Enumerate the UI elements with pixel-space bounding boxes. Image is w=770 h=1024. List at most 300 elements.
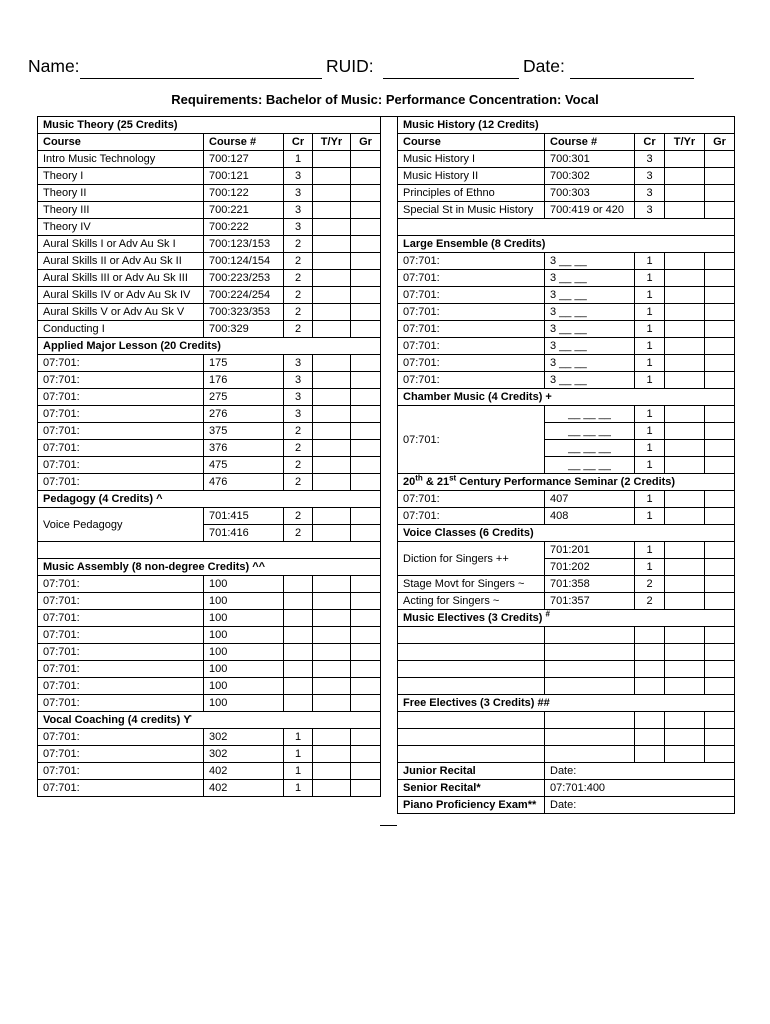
grade-cell[interactable] — [351, 185, 381, 202]
grade-cell[interactable] — [705, 440, 735, 457]
grade-cell[interactable] — [705, 151, 735, 168]
grade-cell[interactable] — [705, 593, 735, 610]
ruid-label: RUID: — [326, 56, 374, 76]
col-header-course-num: Course # — [204, 134, 284, 151]
table-row — [38, 202, 381, 219]
course-number: 700:123/153 — [204, 236, 284, 253]
grade-cell[interactable] — [351, 253, 381, 270]
credits: 2 — [284, 236, 313, 253]
credits: 1 — [635, 508, 665, 525]
course-number: 700:122 — [204, 185, 284, 202]
tyr-cell[interactable] — [313, 270, 351, 287]
credits: 1 — [635, 355, 665, 372]
table-row — [398, 542, 735, 559]
tyr-cell[interactable] — [313, 780, 351, 797]
tyr-cell[interactable] — [313, 627, 351, 644]
credits: 1 — [284, 780, 313, 797]
grade-cell[interactable] — [705, 491, 735, 508]
course-number: 100 — [204, 678, 284, 695]
course-number: 3 __ __ — [545, 253, 635, 270]
course-number: 175 — [204, 355, 284, 372]
grade-cell[interactable] — [351, 678, 381, 695]
course-name: 07:701: — [398, 287, 545, 304]
course-number[interactable] — [545, 678, 635, 695]
course-name[interactable] — [398, 661, 545, 678]
grade-cell[interactable] — [705, 729, 735, 746]
tyr-cell[interactable] — [313, 508, 351, 525]
recital-label: Piano Proficiency Exam** — [398, 797, 545, 814]
tyr-cell[interactable] — [665, 270, 705, 287]
blank-row — [398, 219, 735, 236]
course-number: 701:202 — [545, 559, 635, 576]
credits — [284, 678, 313, 695]
course-name: 07:701: — [38, 423, 204, 440]
credits: 2 — [284, 525, 313, 542]
course-number[interactable] — [545, 644, 635, 661]
course-name: 07:701: — [398, 406, 545, 474]
grade-cell[interactable] — [705, 423, 735, 440]
grade-cell[interactable] — [705, 304, 735, 321]
table-row — [398, 576, 735, 593]
seminar-title-sup-a: th — [415, 473, 423, 483]
grade-cell[interactable] — [351, 372, 381, 389]
tyr-cell[interactable] — [313, 678, 351, 695]
tyr-cell[interactable] — [665, 168, 705, 185]
grade-cell[interactable] — [351, 236, 381, 253]
credits: 3 — [635, 151, 665, 168]
requirements-title: Requirements: Bachelor of Music: Performance Concentration: Vocal — [171, 92, 599, 107]
table-row — [38, 508, 381, 525]
grade-cell[interactable] — [351, 729, 381, 746]
tyr-cell[interactable] — [313, 457, 351, 474]
tyr-cell[interactable] — [665, 423, 705, 440]
credits: 1 — [635, 304, 665, 321]
table-row — [38, 151, 381, 168]
grade-cell[interactable] — [351, 406, 381, 423]
table-row — [398, 661, 735, 678]
course-number: 100 — [204, 593, 284, 610]
tyr-cell[interactable] — [313, 202, 351, 219]
table-row — [38, 457, 381, 474]
tyr-cell[interactable] — [313, 236, 351, 253]
course-number: 701:201 — [545, 542, 635, 559]
course-name: 07:701: — [38, 610, 204, 627]
credits: 3 — [284, 355, 313, 372]
tyr-cell[interactable] — [665, 661, 705, 678]
grade-cell[interactable] — [351, 355, 381, 372]
course-name: 07:701: — [38, 780, 204, 797]
grade-cell[interactable] — [351, 321, 381, 338]
course-name: Theory II — [38, 185, 204, 202]
table-row — [38, 695, 381, 712]
grade-cell[interactable] — [351, 576, 381, 593]
course-number: 176 — [204, 372, 284, 389]
credits: 3 — [284, 372, 313, 389]
course-number[interactable] — [545, 661, 635, 678]
course-name[interactable] — [398, 644, 545, 661]
grade-cell[interactable] — [705, 712, 735, 729]
course-number: 700:224/254 — [204, 287, 284, 304]
table-row — [38, 406, 381, 423]
course-number: 407 — [545, 491, 635, 508]
recital-value[interactable]: Date: — [545, 763, 735, 780]
course-number[interactable] — [545, 712, 635, 729]
table-row — [38, 661, 381, 678]
credits: 3 — [284, 168, 313, 185]
tyr-cell[interactable] — [313, 304, 351, 321]
course-name[interactable] — [398, 746, 545, 763]
grade-cell[interactable] — [705, 321, 735, 338]
course-number: 100 — [204, 644, 284, 661]
tyr-cell[interactable] — [665, 304, 705, 321]
grade-cell[interactable] — [705, 168, 735, 185]
table-row — [38, 253, 381, 270]
tyr-cell[interactable] — [313, 525, 351, 542]
course-name[interactable] — [398, 627, 545, 644]
tyr-cell[interactable] — [313, 661, 351, 678]
course-number: 701:416 — [204, 525, 284, 542]
tyr-cell[interactable] — [665, 185, 705, 202]
course-number: 3 __ __ — [545, 270, 635, 287]
tyr-cell[interactable] — [665, 440, 705, 457]
grade-cell[interactable] — [705, 678, 735, 695]
student-info-header — [0, 56, 770, 82]
tyr-cell[interactable] — [665, 678, 705, 695]
tyr-cell[interactable] — [665, 253, 705, 270]
tyr-cell[interactable] — [313, 746, 351, 763]
tyr-cell[interactable] — [313, 644, 351, 661]
grade-cell[interactable] — [351, 304, 381, 321]
course-name: 07:701: — [38, 627, 204, 644]
tyr-cell[interactable] — [313, 440, 351, 457]
course-name: 07:701: — [38, 355, 204, 372]
tyr-cell[interactable] — [313, 610, 351, 627]
course-number: __ __ __ — [545, 440, 635, 457]
grade-cell[interactable] — [705, 576, 735, 593]
tyr-cell[interactable] — [313, 729, 351, 746]
tyr-cell[interactable] — [313, 287, 351, 304]
course-number: 100 — [204, 661, 284, 678]
table-row — [398, 355, 735, 372]
course-name: 07:701: — [38, 406, 204, 423]
grade-cell[interactable] — [705, 508, 735, 525]
tyr-cell[interactable] — [313, 389, 351, 406]
grade-cell[interactable] — [705, 661, 735, 678]
grade-cell[interactable] — [351, 389, 381, 406]
course-name: Acting for Singers ~ — [398, 593, 545, 610]
grade-cell[interactable] — [351, 627, 381, 644]
table-row — [38, 627, 381, 644]
course-name: 07:701: — [38, 389, 204, 406]
course-name: 07:701: — [38, 576, 204, 593]
course-number: 3 __ __ — [545, 304, 635, 321]
grade-cell[interactable] — [351, 151, 381, 168]
column-gap — [380, 116, 397, 826]
course-name: Aural Skills III or Adv Au Sk III — [38, 270, 204, 287]
tyr-cell[interactable] — [313, 185, 351, 202]
credits: 3 — [635, 202, 665, 219]
course-name: 07:701: — [398, 321, 545, 338]
credits — [284, 661, 313, 678]
course-number: 700:127 — [204, 151, 284, 168]
course-number: 700:303 — [545, 185, 635, 202]
credits[interactable] — [635, 678, 665, 695]
tyr-cell[interactable] — [313, 406, 351, 423]
course-name: Stage Movt for Singers ~ — [398, 576, 545, 593]
credits: 1 — [635, 372, 665, 389]
tyr-cell[interactable] — [665, 151, 705, 168]
table-row — [38, 423, 381, 440]
credits: 2 — [284, 321, 313, 338]
grade-cell[interactable] — [351, 457, 381, 474]
course-number: 475 — [204, 457, 284, 474]
section-title-music-theory: Music Theory (25 Credits) — [38, 117, 381, 134]
tyr-cell[interactable] — [665, 457, 705, 474]
table-row — [38, 644, 381, 661]
tyr-cell[interactable] — [665, 559, 705, 576]
course-number[interactable] — [545, 627, 635, 644]
course-name: 07:701: — [38, 457, 204, 474]
name-field[interactable] — [80, 78, 322, 79]
course-name: 07:701: — [38, 644, 204, 661]
credits: 1 — [284, 729, 313, 746]
credits[interactable] — [635, 712, 665, 729]
tyr-cell[interactable] — [665, 372, 705, 389]
course-number: 3 __ __ — [545, 372, 635, 389]
tyr-cell[interactable] — [313, 593, 351, 610]
course-name: 07:701: — [398, 270, 545, 287]
tyr-cell[interactable] — [313, 219, 351, 236]
tyr-cell[interactable] — [313, 423, 351, 440]
tyr-cell[interactable] — [313, 474, 351, 491]
credits[interactable] — [635, 746, 665, 763]
grade-cell[interactable] — [351, 746, 381, 763]
date-field[interactable] — [570, 78, 694, 79]
tyr-cell[interactable] — [665, 746, 705, 763]
course-name: 07:701: — [398, 253, 545, 270]
grade-cell[interactable] — [351, 202, 381, 219]
table-row — [398, 321, 735, 338]
tyr-cell[interactable] — [313, 151, 351, 168]
course-number: 700:329 — [204, 321, 284, 338]
col-header-cr: Cr — [284, 134, 313, 151]
grade-cell[interactable] — [351, 474, 381, 491]
course-number: 700:121 — [204, 168, 284, 185]
course-name: Theory I — [38, 168, 204, 185]
grade-cell[interactable] — [705, 627, 735, 644]
credits[interactable] — [635, 661, 665, 678]
credits: 2 — [635, 593, 665, 610]
course-number: 3 __ __ — [545, 338, 635, 355]
grade-cell[interactable] — [705, 406, 735, 423]
course-number: 3 __ __ — [545, 321, 635, 338]
tyr-cell[interactable] — [665, 287, 705, 304]
course-number: 302 — [204, 746, 284, 763]
tyr-cell[interactable] — [665, 644, 705, 661]
grade-cell[interactable] — [351, 219, 381, 236]
grade-cell[interactable] — [351, 763, 381, 780]
grade-cell[interactable] — [705, 542, 735, 559]
grade-cell[interactable] — [705, 372, 735, 389]
table-row — [38, 168, 381, 185]
tyr-cell[interactable] — [665, 542, 705, 559]
grade-cell[interactable] — [705, 355, 735, 372]
course-number[interactable] — [545, 729, 635, 746]
course-name[interactable] — [398, 678, 545, 695]
seminar-title-c: Century Performance Seminar (2 Credits) — [456, 476, 676, 488]
course-number: __ __ __ — [545, 457, 635, 474]
course-name[interactable] — [398, 729, 545, 746]
grade-cell[interactable] — [351, 644, 381, 661]
tyr-cell[interactable] — [313, 321, 351, 338]
course-name[interactable] — [398, 712, 545, 729]
grade-cell[interactable] — [351, 508, 381, 525]
course-number: 408 — [545, 508, 635, 525]
course-name: 07:701: — [38, 729, 204, 746]
seminar-title-a: 20 — [403, 476, 416, 488]
section-title-large-ensemble: Large Ensemble (8 Credits) — [398, 236, 735, 253]
grade-cell[interactable] — [351, 695, 381, 712]
grade-cell[interactable] — [705, 185, 735, 202]
table-row — [398, 678, 735, 695]
table-row — [38, 576, 381, 593]
tyr-cell[interactable] — [665, 355, 705, 372]
course-number: 700:301 — [545, 151, 635, 168]
grade-cell[interactable] — [351, 780, 381, 797]
course-number: 700:124/154 — [204, 253, 284, 270]
course-number: 700:222 — [204, 219, 284, 236]
tyr-cell[interactable] — [665, 576, 705, 593]
course-name: 07:701: — [38, 474, 204, 491]
grade-cell[interactable] — [705, 457, 735, 474]
tyr-cell[interactable] — [665, 491, 705, 508]
tyr-cell[interactable] — [665, 202, 705, 219]
blank-row — [38, 542, 381, 559]
recital-value[interactable]: Date: — [545, 797, 735, 814]
tyr-cell[interactable] — [665, 508, 705, 525]
tyr-cell[interactable] — [313, 372, 351, 389]
table-row — [38, 440, 381, 457]
music-electives-sup: # — [545, 609, 550, 619]
tyr-cell[interactable] — [665, 321, 705, 338]
credits: 1 — [635, 321, 665, 338]
course-number: 701:357 — [545, 593, 635, 610]
course-number: 700:223/253 — [204, 270, 284, 287]
table-row — [38, 270, 381, 287]
grade-cell[interactable] — [705, 253, 735, 270]
grade-cell[interactable] — [351, 661, 381, 678]
tyr-cell[interactable] — [313, 695, 351, 712]
section-title-pedagogy: Pedagogy (4 Credits) ^ — [38, 491, 381, 508]
course-name: Aural Skills V or Adv Au Sk V — [38, 304, 204, 321]
tyr-cell[interactable] — [313, 355, 351, 372]
course-name: Principles of Ethno — [398, 185, 545, 202]
course-name: Aural Skills IV or Adv Au Sk IV — [38, 287, 204, 304]
course-number[interactable] — [545, 746, 635, 763]
grade-cell[interactable] — [705, 202, 735, 219]
tyr-cell[interactable] — [665, 729, 705, 746]
grade-cell[interactable] — [705, 270, 735, 287]
grade-cell[interactable] — [705, 559, 735, 576]
credits: 2 — [284, 440, 313, 457]
section-title-music-history: Music History (12 Credits) — [398, 117, 735, 134]
course-number: 100 — [204, 576, 284, 593]
course-name: 07:701: — [38, 678, 204, 695]
course-name: 07:701: — [398, 355, 545, 372]
table-row — [398, 202, 735, 219]
tyr-cell[interactable] — [665, 593, 705, 610]
credits[interactable] — [635, 729, 665, 746]
col-header-course: Course — [398, 134, 545, 151]
tyr-cell[interactable] — [313, 168, 351, 185]
col-header-course-num: Course # — [545, 134, 635, 151]
tyr-cell[interactable] — [665, 627, 705, 644]
tyr-cell[interactable] — [313, 576, 351, 593]
course-name: 07:701: — [38, 661, 204, 678]
credits: 2 — [284, 457, 313, 474]
course-number: 402 — [204, 763, 284, 780]
grade-cell[interactable] — [351, 440, 381, 457]
grade-cell[interactable] — [705, 287, 735, 304]
table-row — [38, 321, 381, 338]
credits — [284, 610, 313, 627]
section-title-applied-major: Applied Major Lesson (20 Credits) — [38, 338, 381, 355]
course-name: Special St in Music History — [398, 202, 545, 219]
course-name: 07:701: — [398, 304, 545, 321]
grade-cell[interactable] — [351, 287, 381, 304]
table-row — [38, 678, 381, 695]
course-number: 700:302 — [545, 168, 635, 185]
ruid-field[interactable] — [383, 78, 519, 79]
table-row — [38, 729, 381, 746]
credits[interactable] — [635, 627, 665, 644]
table-row — [398, 729, 735, 746]
tyr-cell[interactable] — [665, 406, 705, 423]
course-number: 100 — [204, 695, 284, 712]
section-title-assembly: Music Assembly (8 non-degree Credits) ^^ — [38, 559, 381, 576]
grade-cell[interactable] — [705, 338, 735, 355]
grade-cell[interactable] — [351, 593, 381, 610]
tyr-cell[interactable] — [665, 338, 705, 355]
credits: 2 — [284, 304, 313, 321]
recital-value[interactable]: 07:701:400 — [545, 780, 735, 797]
grade-cell[interactable] — [351, 423, 381, 440]
credits[interactable] — [635, 644, 665, 661]
tyr-cell[interactable] — [313, 253, 351, 270]
grade-cell[interactable] — [705, 746, 735, 763]
seminar-title-b: & 21 — [422, 476, 450, 488]
table-row — [38, 355, 381, 372]
recital-label: Junior Recital — [398, 763, 545, 780]
grade-cell[interactable] — [351, 525, 381, 542]
grade-cell[interactable] — [351, 270, 381, 287]
table-row — [38, 593, 381, 610]
grade-cell[interactable] — [705, 644, 735, 661]
course-number: 3 __ __ — [545, 287, 635, 304]
course-name: Theory III — [38, 202, 204, 219]
credits: 1 — [635, 457, 665, 474]
tyr-cell[interactable] — [665, 712, 705, 729]
grade-cell[interactable] — [351, 168, 381, 185]
tyr-cell[interactable] — [313, 763, 351, 780]
grade-cell[interactable] — [351, 610, 381, 627]
course-number: 100 — [204, 610, 284, 627]
table-row — [398, 185, 735, 202]
left-requirements-table — [37, 116, 381, 797]
credits — [284, 695, 313, 712]
table-row — [398, 151, 735, 168]
table-row — [38, 763, 381, 780]
